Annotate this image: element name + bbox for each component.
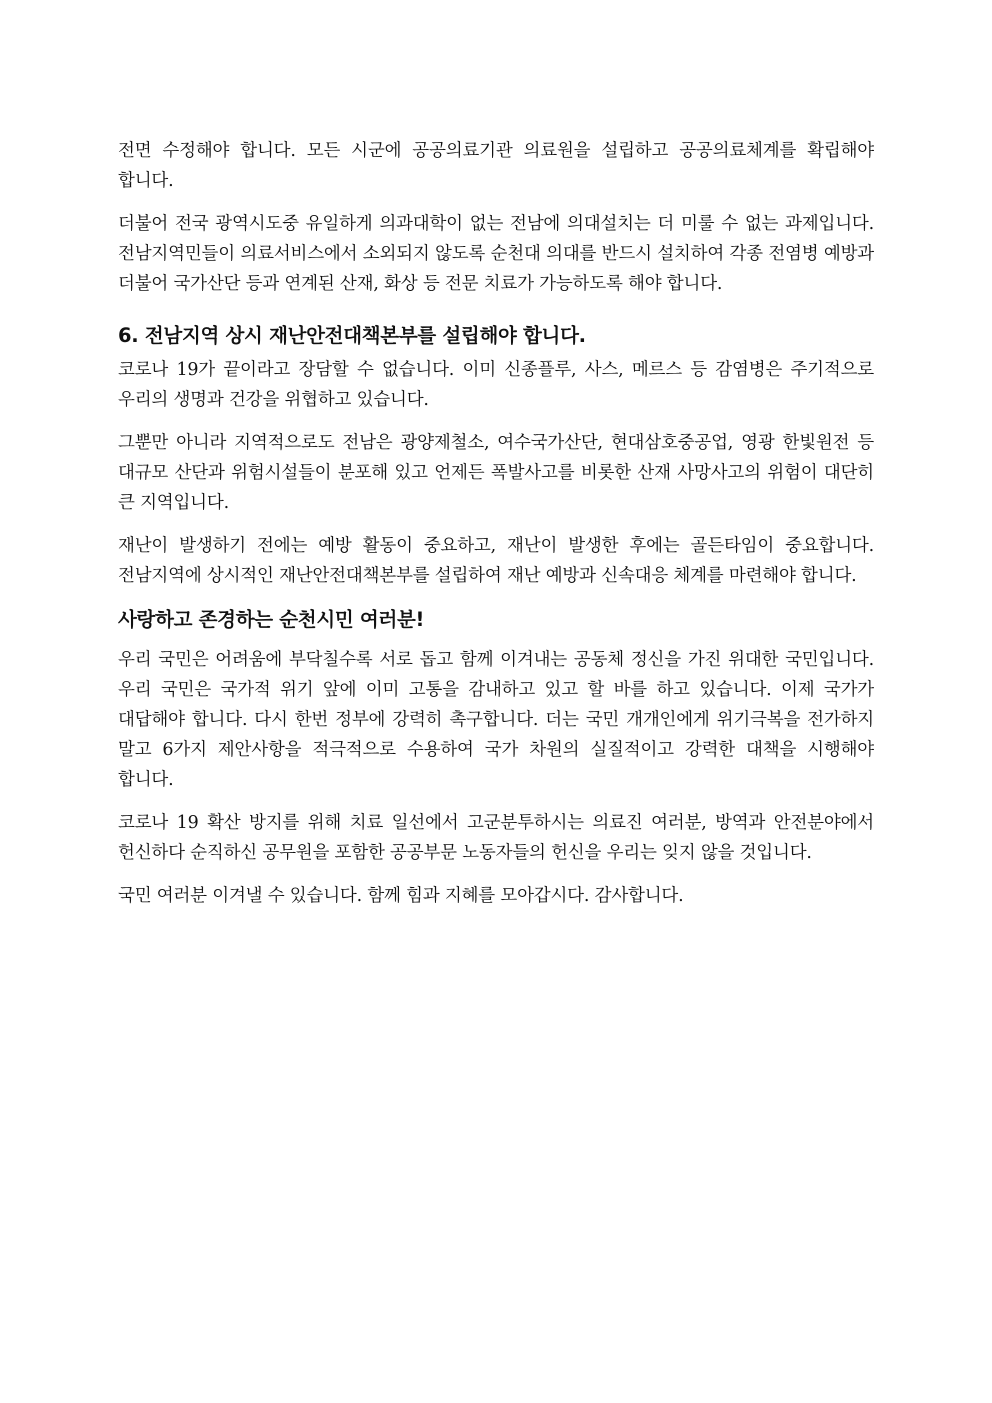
paragraph-infectious-disease: 코로나 19가 끝이라고 장담할 수 없습니다. 이미 신종플루, 사스, 메르스 등 감염병은 주기적으로 우리의 생명과 건강을 위협하고 있습니다. bbox=[118, 360, 874, 410]
greeting-heading: 사랑하고 존경하는 순천시민 여러분! bbox=[118, 608, 425, 631]
paragraph-medical-school: 더불어 전국 광역시도중 유일하게 의과대학이 없는 전남에 의대설치는 더 미룰 수 없는 과제입니다. 전남지역민들이 의료서비스에서 소외되지 않도록 순천대 의대를 반드시 설치하여 각종 전염병 예방과 더불어 국가산단 등과 연계된 산재, 화상 등 전문 치료가 가능하도록 해야 합니다. bbox=[118, 214, 874, 294]
paragraph-national-call: 우리 국민은 어려움에 부닥칠수록 서로 돕고 함께 이겨내는 공동체 정신을 가진 위대한 국민입니다. 우리 국민은 국가적 위기 앞에 이미 고통을 감내하고 있고 할 바를 하고 있습니다. 이제 국가가 대답해야 합니다. 다시 한번 정부에 강력히 촉구합니다. 더는 국민 개개인에게 위기극복을 전가하지 말고 6가지 제안사항을 적극적으로 수용하여 국가 차원의 실질적이고 강력한 대책을 시행해야 합니다. bbox=[118, 650, 874, 790]
document-page bbox=[118, 136, 874, 924]
paragraph-public-medical-system: 전면 수정해야 합니다. 모든 시군에 공공의료기관 의료원을 설립하고 공공의료체계를 확립해야 합니다. bbox=[118, 141, 874, 191]
paragraph-tribute: 코로나 19 확산 방지를 위해 치료 일선에서 고군분투하시는 의료진 여러분, 방역과 안전분야에서 헌신하다 순직하신 공무원을 포함한 공공부문 노동자들의 헌신을 우리는 잊지 않을 것입니다. bbox=[118, 813, 874, 863]
paragraph-closing: 국민 여러분 이겨낼 수 있습니다. 함께 힘과 지혜를 모아갑시다. 감사합니다. bbox=[118, 886, 684, 906]
paragraph-disaster-response: 재난이 발생하기 전에는 예방 활동이 중요하고, 재난이 발생한 후에는 골든타임이 중요합니다. 전남지역에 상시적인 재난안전대책본부를 설립하여 재난 예방과 신속대응 체계를 마련해야 합니다. bbox=[118, 536, 874, 586]
section-heading-disaster-safety: 6. 전남지역 상시 재난안전대책본부를 설립해야 합니다. bbox=[118, 324, 586, 347]
paragraph-industrial-risk: 그뿐만 아니라 지역적으로도 전남은 광양제철소, 여수국가산단, 현대삼호중공업, 영광 한빛원전 등 대규모 산단과 위험시설들이 분포해 있고 언제든 폭발사고를 비롯한 산재 사망사고의 위험이 대단히 큰 지역입니다. bbox=[118, 433, 874, 513]
